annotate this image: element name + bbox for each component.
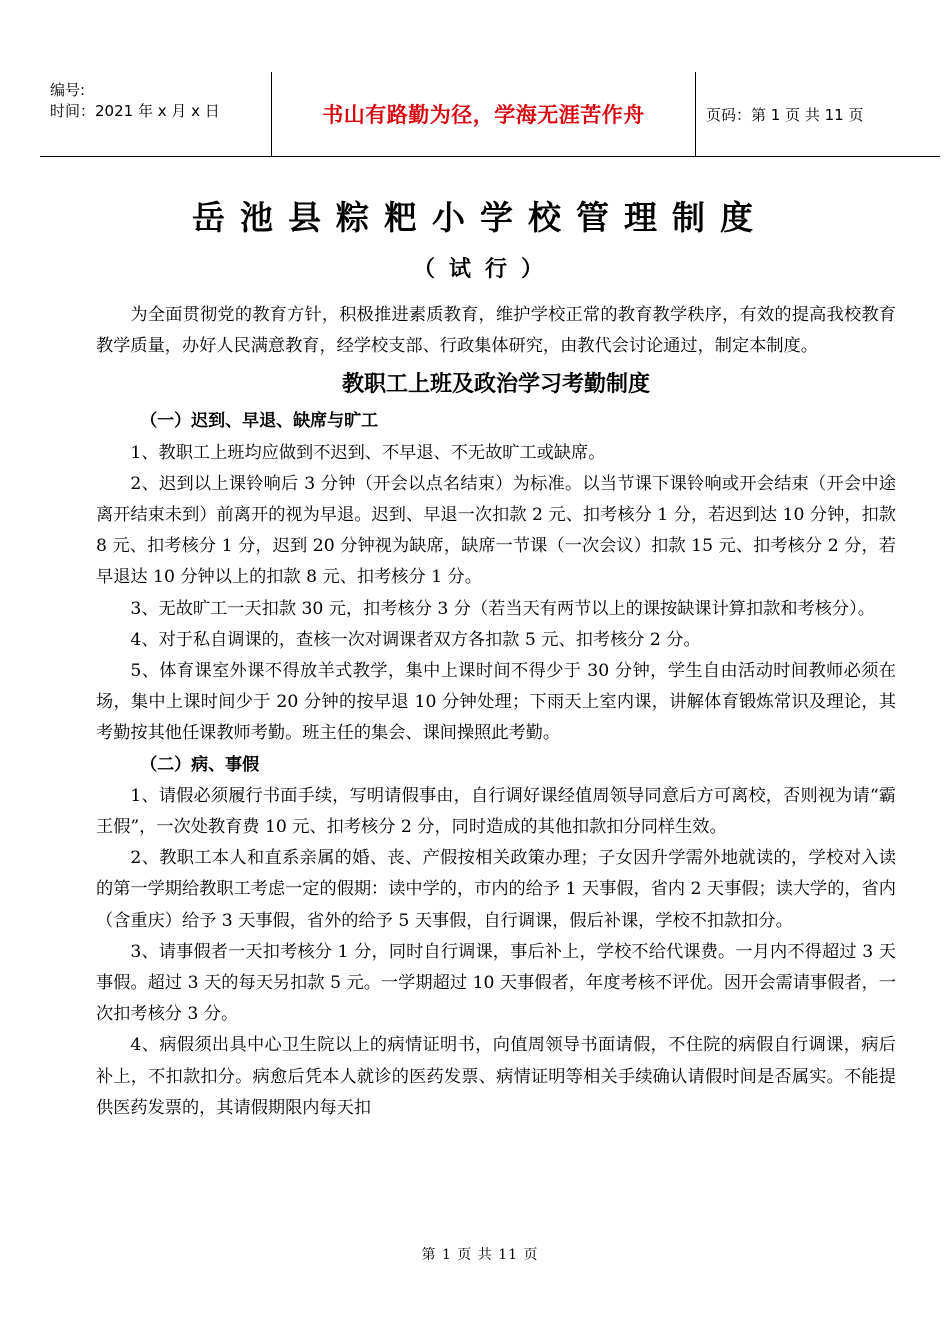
document-header bbox=[40, 72, 940, 157]
rule-paragraph: 2、迟到以上课铃响后 3 分钟（开会以点名结束）为标准。以当节课下课铃响或开会结束（开会中途离开结束未到）前离开的视为早退。迟到、早退一次扣款 2 元、扣考核分 1 分，若迟到达 10 分钟，扣款 8 元、扣考核分 1 分，迟到 20 分钟视为缺席，缺席一节课（一次会议）扣款 15 元、扣考核分 2 分，若早退达 10 分钟以上的扣款 8 元、扣考核分 1 分。 bbox=[96, 473, 896, 588]
rule-paragraph: 2、教职工本人和直系亲属的婚、丧、产假按相关政策办理；子女因升学需外地就读的，学校对入读的第一学期给教职工考虑一定的假期：读中学的，市内的给予 1 天事假，省内 2 天事假；读大学的，省内（含重庆）给予 3 天事假，省外的给予 5 天事假，自行调课，假后补课，学校不扣款扣分。 bbox=[96, 848, 896, 931]
rule-paragraph: 1、教职工上班均应做到不迟到、不早退、不无故旷工或缺席。 bbox=[130, 442, 606, 463]
subsection-heading: （一）迟到、早退、缺席与旷工 bbox=[140, 411, 379, 432]
rule-paragraph: 1、请假必须履行书面手续，写明请假事由，自行调好课经值周领导同意后方可离校，否则视为请“霸王假”，一次处教育费 10 元、扣考核分 2 分，同时造成的其他扣款扣分同样生效。 bbox=[96, 785, 896, 838]
document-body bbox=[96, 300, 896, 1124]
header-page-number: 页码：第 1 页 共 11 页 bbox=[706, 105, 864, 124]
date-label: 时间：2021 年 x 月 x 日 bbox=[50, 102, 220, 120]
intro-paragraph: 为全面贯彻党的教育方针，积极推进素质教育，维护学校正常的教育教学秩序，有效的提高我校教育教学质量，办好人民满意教育，经学校支部、行政集体研究，由教代会讨论通过，制定本制度。 bbox=[96, 305, 896, 357]
header-meta bbox=[50, 80, 270, 122]
rule-paragraph: 4、病假须出具中心卫生院以上的病情证明书，向值周领导书面请假，不住院的病假自行调课，病后补上，不扣款扣分。病愈后凭本人就诊的医药发票、病情证明等相关手续确认请假时间是否属实。不能提供医药发票的，其请假期限内每天扣 bbox=[96, 1035, 896, 1118]
rule-paragraph: 4、对于私自调课的，查核一次对调课者双方各扣款 5 元、扣考核分 2 分。 bbox=[130, 629, 701, 650]
page-footer: 第 1 页 共 11 页 bbox=[421, 1247, 539, 1263]
rule-paragraph: 3、无故旷工一天扣款 30 元，扣考核分 3 分（若当天有两节以上的课按缺课计算扣款和考核分）。 bbox=[130, 598, 875, 619]
subsection-heading: （二）病、事假 bbox=[140, 754, 260, 775]
header-divider bbox=[695, 72, 696, 156]
document-title: 岳池县粽粑小学校管理制度 bbox=[192, 198, 768, 237]
rule-paragraph: 3、请事假者一天扣考核分 1 分，同时自行调课，事后补上，学校不给代课费。一月内不得超过 3 天事假。超过 3 天的每天另扣款 5 元。一学期超过 10 天事假者，年度考核不评优。因开会需请事假者，一次扣考核分 3 分。 bbox=[96, 941, 896, 1025]
header-motto: 书山有路勤为径，学海无涯苦作舟 bbox=[322, 103, 645, 127]
section-title: 教职工上班及政治学习考勤制度 bbox=[341, 372, 650, 398]
document-subtitle: （试行） bbox=[412, 257, 557, 282]
serial-number-label: 编号: bbox=[50, 81, 86, 99]
rule-paragraph: 5、体育课室外课不得放羊式教学，集中上课时间不得少于 30 分钟，学生自由活动时间教师必须在场，集中上课时间少于 20 分钟的按早退 10 分钟处理；下雨天上室内课，讲解体育锻炼常识及理论，其考勤按其他任课教师考勤。班主任的集会、课间操照此考勤。 bbox=[96, 661, 896, 744]
